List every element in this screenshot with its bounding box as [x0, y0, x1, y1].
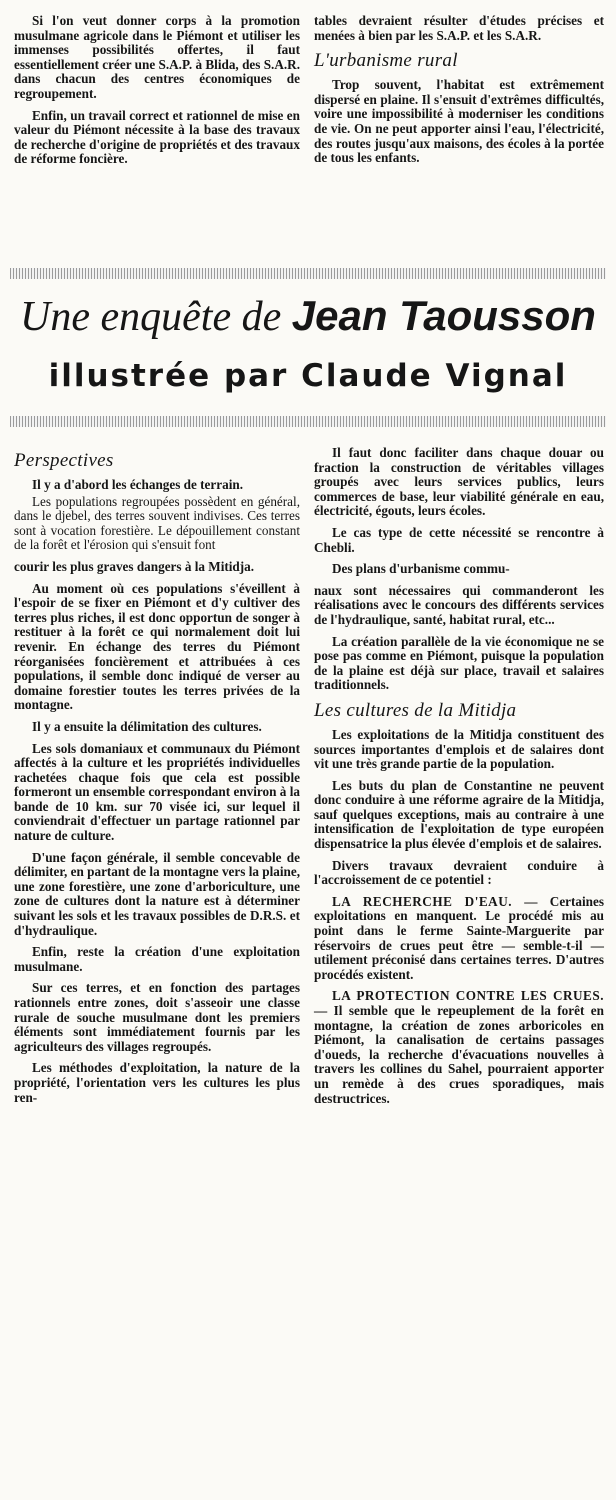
paragraph: Si l'on veut donner corps à la promotion musulmane agricole dans le Piémont et utiliser les immenses possibilités offertes, il faut essentiellement créer une S.A.P. à Blida, des S.A.R. dans chacun des centres économiques de regroupement. — [14, 13, 300, 101]
paragraph: Des plans d'urbanisme commu- — [332, 561, 510, 577]
subhead-caps: LA RECHERCHE D'EAU. — — [332, 893, 538, 909]
paragraph — [314, 895, 604, 983]
section-heading: Les cultures de la Mitidja — [314, 699, 517, 721]
paragraph: Les exploitations de la Mitidja constituent des sources importantes d'emplois et de salaires dont vit une très grande partie de la population. — [314, 726, 604, 772]
paragraph: Sur ces terres, et en fonction des partages rationnels entre zones, doit s'asseoir une classe rurale de souche musulmane dont les premiers éléments sont immédiatement fournis par les agriculteurs des villages regroupés. — [14, 980, 300, 1054]
illustrator-line: illustrée par Claude Vignal — [48, 358, 568, 394]
paragraph: naux sont nécessaires qui commanderont les réalisations avec le concours des différents services de l'hydraulique, santé, habitat rural, etc... — [314, 582, 604, 627]
paragraph: La création parallèle de la vie économique ne se pose pas comme en Piémont, puisque la population de la plaine est déjà sur place, travail et salaires traditionnels. — [314, 633, 604, 693]
paragraph: Au moment où ces populations s'éveillent à l'espoir de se fixer en Piémont et d'y cultiver des terres plus riches, il est donc opportun de songer à restituer à la forêt ce qui normalement doit lui revenir. En échange des terres du Piémont réorganisées foncièrement et attribuées à ces populations, il semble donc indiqué de verser au domaine forestier toutes les terres privées de la montagne. — [14, 580, 300, 713]
top-left-column — [14, 14, 300, 174]
paragraph: Les sols domaniaux et communaux du Piémont affectés à la culture et les propriétés individuelles rachetées chaque fois que cela est possible formeront un ensemble correspondant environ à la bande de 10 km. sur 70 visée ici, sur lequel il conviendrait d'effectuer un partage rationnel par nature de culture. — [14, 740, 300, 844]
paragraph: Il y a ensuite la délimitation des cultures. — [32, 718, 262, 734]
main-right-column — [314, 446, 604, 1113]
paragraph: Trop souvent, l'habitat est extrêmement dispersé en plaine. Il s'ensuit d'extrêmes difficultés, voire une impossibilité à moderniser les conditions de vie. On ne peut apporter ainsi l'eau, l'électricité, des routes jusqu'aux maisons, des écoles à la portée de tous les enfants. — [314, 77, 604, 166]
section-heading: Perspectives — [14, 450, 114, 471]
paragraph: Il faut donc faciliter dans chaque douar ou fraction la construction de véritables villages groupés avec leurs services publics, leurs commerces de base, leur viabilité générale en eau, électricité, égouts, leurs écoles. — [314, 445, 604, 519]
main-left-column — [14, 446, 300, 1112]
paragraph — [314, 989, 604, 1106]
byline-title — [0, 292, 616, 341]
paragraph: Les buts du plan de Constantine ne peuvent donc conduire à une réforme agraire de la Mitidja, sauf quelques exceptions, mais au contraire à une intensification de l'exploitation de type européen dispensatrice la plus élevée d'emplois et de salaires. — [314, 777, 604, 852]
paragraph: Enfin, reste la création d'une exploitation musulmane. — [14, 944, 300, 974]
top-right-column — [314, 14, 604, 173]
divider-band-bottom — [10, 416, 606, 427]
subhead-caps: LA PROTECTION CONTRE LES CRUES. — [332, 988, 604, 1004]
paragraph-text: — Il semble que le repeuplement de la forêt en montagne, la création de zones arboricoles en Piémont, la canalisation de certains passages d'oueds, la recherche d'évacuations nouvelles à travers les collines du Sahel, pourraient apporter un remède à des crues sporadiques, mais destructrices. — [314, 1003, 604, 1106]
paragraph: Les populations regroupées possèdent en général, dans le djebel, des terres souvent indivises. Ces terres sont à vocation forestière. Le dépouillement constant de la forêt et l'érosion qui s'ensuit font — [14, 493, 300, 553]
section-heading: L'urbanisme rural — [314, 50, 458, 72]
paragraph: tables devraient résulter d'études précises et menées à bien par les S.A.P. et les S.A.R. — [314, 13, 604, 43]
paragraph: Enfin, un travail correct et rationnel de mise en valeur du Piémont nécessite à la base des travaux de recherche d'origine de propriétés et des travaux de réforme foncière. — [14, 107, 300, 167]
paragraph: Le cas type de cette nécessité se rencontre à Chebli. — [314, 524, 604, 555]
paragraph: Divers travaux devraient conduire à l'accroissement de ce potentiel : — [314, 857, 604, 888]
paragraph-text: Certaines exploitations en manquent. Le procédé mis au point dans le ferme Sainte-Marguerite par réservoirs de crues peut être — semble-t-il — utilement préconisé dans certaines terres. D'autres procédés existent. — [314, 893, 604, 982]
paragraph: D'une façon générale, il semble concevable de délimiter, en partant de la montagne vers la plaine, une zone forestière, une zone d'arboriculture, une zone de cultures dont la nature est à déterminer suivant les sols et les travaux possibles de D.R.S. et d'hydraulique. — [14, 849, 300, 938]
divider-band-top — [10, 268, 606, 279]
paragraph: Il y a d'abord les échanges de terrain. — [32, 477, 243, 492]
byline-prefix: Une enquête de — [20, 294, 292, 340]
byline-author: Jean Taousson — [291, 292, 596, 339]
paragraph: courir les plus graves dangers à la Mitidja. — [14, 558, 255, 574]
paragraph: Les méthodes d'exploitation, la nature de la propriété, l'orientation vers les cultures les plus ren- — [14, 1060, 300, 1105]
